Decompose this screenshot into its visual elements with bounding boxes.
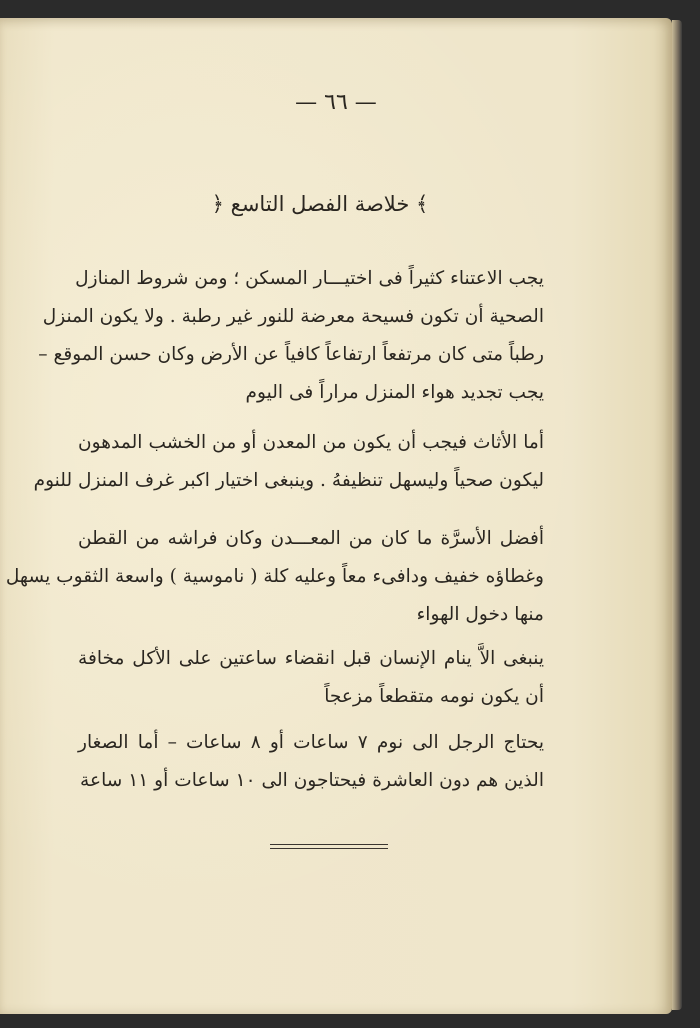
paragraph-sleep-after-meal [78,640,544,716]
text-line: الصحية أن تكون فسيحة معرضة للنور غير رطبة . ولا يكون المنزل [42,306,544,327]
paragraph-sleep-hours [78,724,544,800]
text-line: يحتاج الرجل الى نوم ٧ ساعات أو ٨ ساعات – أما الصغار [78,732,544,753]
paragraph-beds [5,520,544,634]
chapter-summary-title: ﴿ خلاصة الفصل التاسع ﴾ [211,192,429,216]
text-line: أفضل الأسرَّة ما كان من المعـــدن وكان فراشه من القطن [78,528,544,549]
book-page [0,18,672,1014]
page-number: — ٦٦ — [295,90,377,115]
text-line: ينبغى الاَّ ينام الإنسان قبل انقضاء ساعتين على الأكل مخافة [78,648,544,669]
text-line: يجب الاعتناء كثيراً فى اختيـــار المسكن ؛ ومن شروط المنازل [75,268,544,289]
text-line: الذين هم دون العاشرة فيحتاجون الى ١٠ ساعات أو ١١ ساعة [80,770,544,791]
paragraph-housing [38,260,544,412]
text-line: يجب تجديد هواء المنزل مراراً فى اليوم [245,382,544,403]
end-of-section-rule [270,844,388,849]
text-line: رطباً متى كان مرتفعاً ارتفاعاً كافياً عن الأرض وكان حسن الموقع – [38,344,544,365]
text-line: أما الأثاث فيجب أن يكون من المعدن أو من الخشب المدهون [78,432,544,453]
text-line: منها دخول الهواء [416,604,544,625]
text-line: وغطاؤه خفيف ودافىء معاً وعليه كلة ( ناموسية ) واسعة الثقوب يسهل [5,566,544,587]
paragraph-furniture [33,424,544,500]
text-line: أن يكون نومه متقطعاً مزعجاً [324,686,544,707]
page-edge [672,20,682,1010]
text-line: ليكون صحياً وليسهل تنظيفهُ . وينبغى اختيار اكبر غرف المنزل للنوم [33,470,544,491]
